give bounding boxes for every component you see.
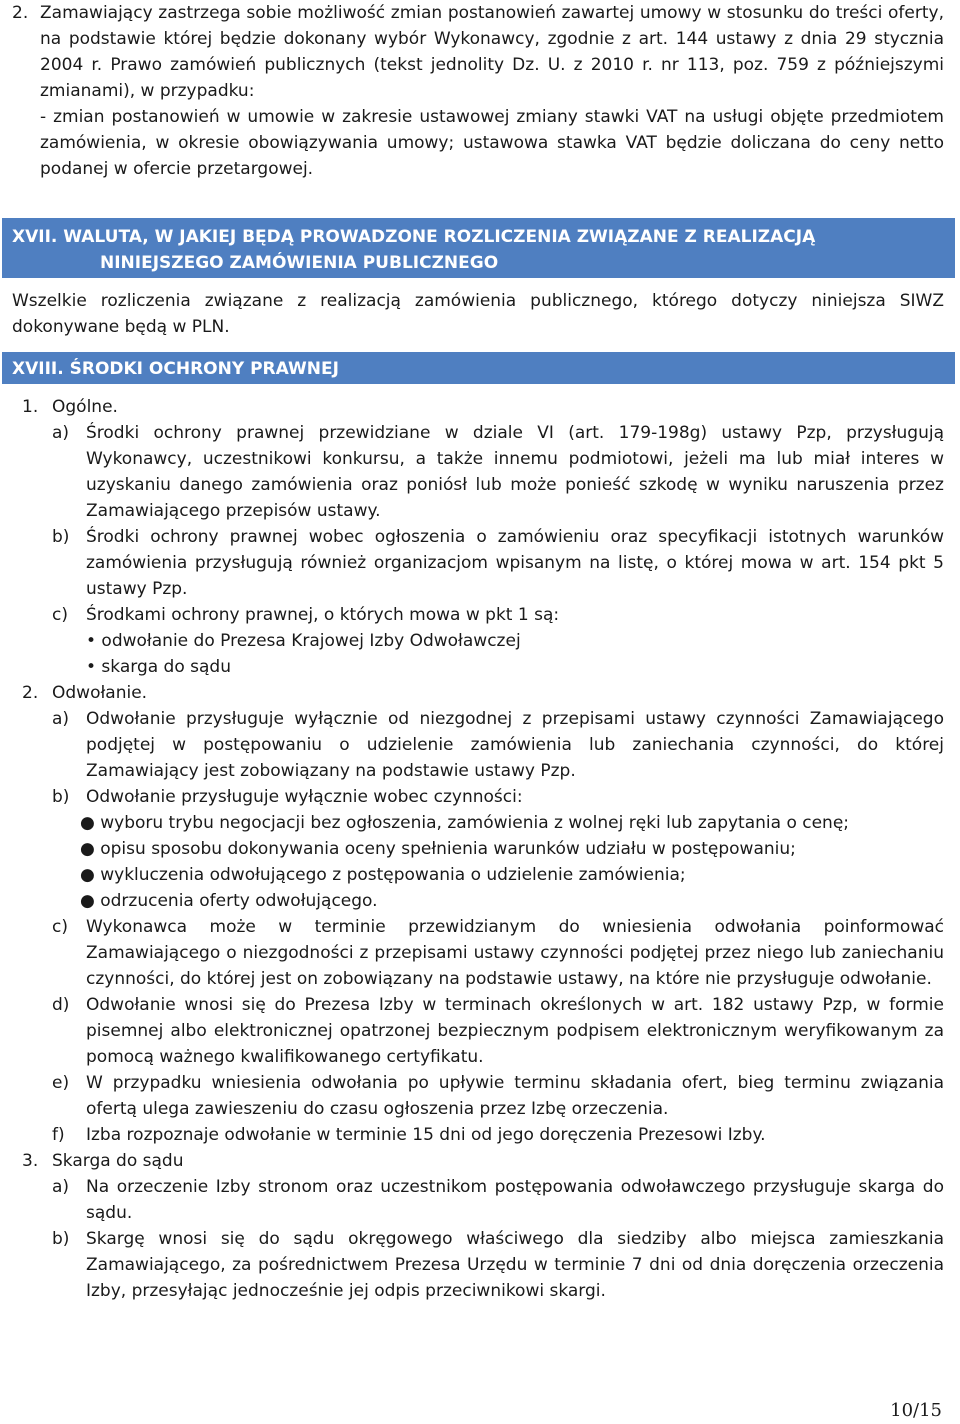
list-item: b) Odwołanie przysługuje wyłącznie wobec czynności: bbox=[52, 787, 523, 807]
legal-remedies-section bbox=[22, 394, 944, 1304]
paragraph-text: Zamawiający zastrzega sobie możliwość zmian postanowień zawartej umowy w stosunku do treści oferty, na podstawie której będzie dokonany wybór Wykonawcy, zgodnie z art. 144 ustawy z dnia 29 stycznia 2004 r. Prawo zamówień publicznych (tekst jednolity Dz. U. z 2010 r. nr 113, poz. 759 z późniejszymi zmianami), w przypadku: bbox=[40, 3, 944, 101]
heading-line: NINIEJSZEGO ZAMÓWIENIA PUBLICZNEGO bbox=[100, 253, 499, 273]
list-item: b) Skargę wnosi się do sądu okręgowego właściwego dla siedziby albo miejsca zamieszkania Zamawiającego, za pośrednictwem Prezesa Urzędu w terminie 7 dni od dnia doręczenia orzeczenia Izby, przesyłając jednocześnie jej odpis przeciwnikowi skargi. bbox=[52, 1229, 944, 1301]
paragraph-number: 2. bbox=[12, 3, 29, 23]
list-item: c) Środkami ochrony prawnej, o których mowa w pkt 1 są: bbox=[52, 605, 560, 625]
dash-item: - zmian postanowień w umowie w zakresie ustawowej zmiany stawki VAT na usługi objęte przedmiotem zamówienia, w okresie obowiązywania umowy; ustawowa stawka VAT będzie doliczana do ceny netto podanej w ofercie przetargowej. bbox=[40, 107, 944, 179]
currency-paragraph: Wszelkie rozliczenia związane z realizacją zamówienia publicznego, którego dotyczy niniejsza SIWZ dokonywane będą w PLN. bbox=[12, 291, 944, 337]
bullet-item: ● opisu sposobu dokonywania oceny spełnienia warunków udziału w postępowaniu; bbox=[80, 839, 796, 859]
bullet-item: ● odrzucenia oferty odwołującego. bbox=[80, 891, 378, 911]
bullet-item: ● wyboru trybu negocjacji bez ogłoszenia, zamówienia z wolnej ręki lub zapytania o cenę; bbox=[80, 813, 850, 833]
list-item: a) Środki ochrony prawnej przewidziane w dziale VI (art. 179-198g) ustawy Pzp, przysługują Wykonawcy, uczestnikowi konkursu, a także innemu podmiotowi, jeżeli ma lub miał interes w uzyskaniu danego zamówienia oraz poniósł lub może ponieść szkodę w wyniku naruszenia przez Zamawiającego przepisów ustawy. bbox=[52, 423, 944, 521]
bullet-item: • odwołanie do Prezesa Krajowej Izby Odwoławczej bbox=[86, 631, 521, 651]
list-item: d) Odwołanie wnosi się do Prezesa Izby w terminach określonych w art. 182 ustawy Pzp, w formie pisemnej albo elektronicznej opatrzonej bezpiecznym podpisem elektronicznym weryfikowanym za pomocą ważnego kwalifikowanego certyfikatu. bbox=[52, 995, 944, 1067]
section-heading-xviii: XVIII. ŚRODKI OCHRONY PRAWNEJ bbox=[2, 352, 955, 384]
list-item: c) Wykonawca może w terminie przewidzianym do wniesienia odwołania poinformować Zamawiającego o niezgodności z przepisami ustawy czynności podjętej przez niego lub zaniechaniu czynności, do której jest on zobowiązany na podstawie ustawy, na które nie przysługuje odwołanie. bbox=[52, 917, 944, 989]
section-heading-xvii bbox=[2, 218, 955, 278]
point-3-heading: 3. Skarga do sądu bbox=[22, 1151, 184, 1171]
bullet-item: • skarga do sądu bbox=[86, 657, 231, 677]
point-1-heading: 1. Ogólne. bbox=[22, 397, 118, 417]
heading-line: XVII. WALUTA, W JAKIEJ BĘDĄ PROWADZONE ROZLICZENIA ZWIĄZANE Z REALIZACJĄ bbox=[12, 227, 816, 247]
list-item: a) Na orzeczenie Izby stronom oraz uczestnikom postępowania odwoławczego przysługuje skarga do sądu. bbox=[52, 1177, 944, 1223]
list-item: e) W przypadku wniesienia odwołania po upływie terminu składania ofert, bieg terminu związania ofertą ulega zawieszeniu do czasu ogłoszenia przez Izbę orzeczenia. bbox=[52, 1073, 944, 1119]
point-2-heading: 2. Odwołanie. bbox=[22, 683, 148, 703]
list-item: f) Izba rozpoznaje odwołanie w terminie 15 dni od jego doręczenia Prezesowi Izby. bbox=[52, 1125, 766, 1145]
list-item: a) Odwołanie przysługuje wyłącznie od niezgodnej z przepisami ustawy czynności Zamawiającego podjętej w postępowaniu o udzielenie zamówienia lub zaniechania czynności, do której Zamawiający jest zobowiązany na podstawie ustawy Pzp. bbox=[52, 709, 944, 781]
page-number: 10/15 bbox=[890, 1400, 942, 1421]
bullet-item: ● wykluczenia odwołującego z postępowania o udzielenie zamówienia; bbox=[80, 865, 686, 885]
list-item: b) Środki ochrony prawnej wobec ogłoszenia o zamówieniu oraz specyfikacji istotnych warunków zamówienia przysługują również organizacjom wpisanym na listę, o której mowa w art. 154 pkt 5 ustawy Pzp. bbox=[52, 527, 944, 599]
intro-paragraph bbox=[12, 0, 944, 182]
